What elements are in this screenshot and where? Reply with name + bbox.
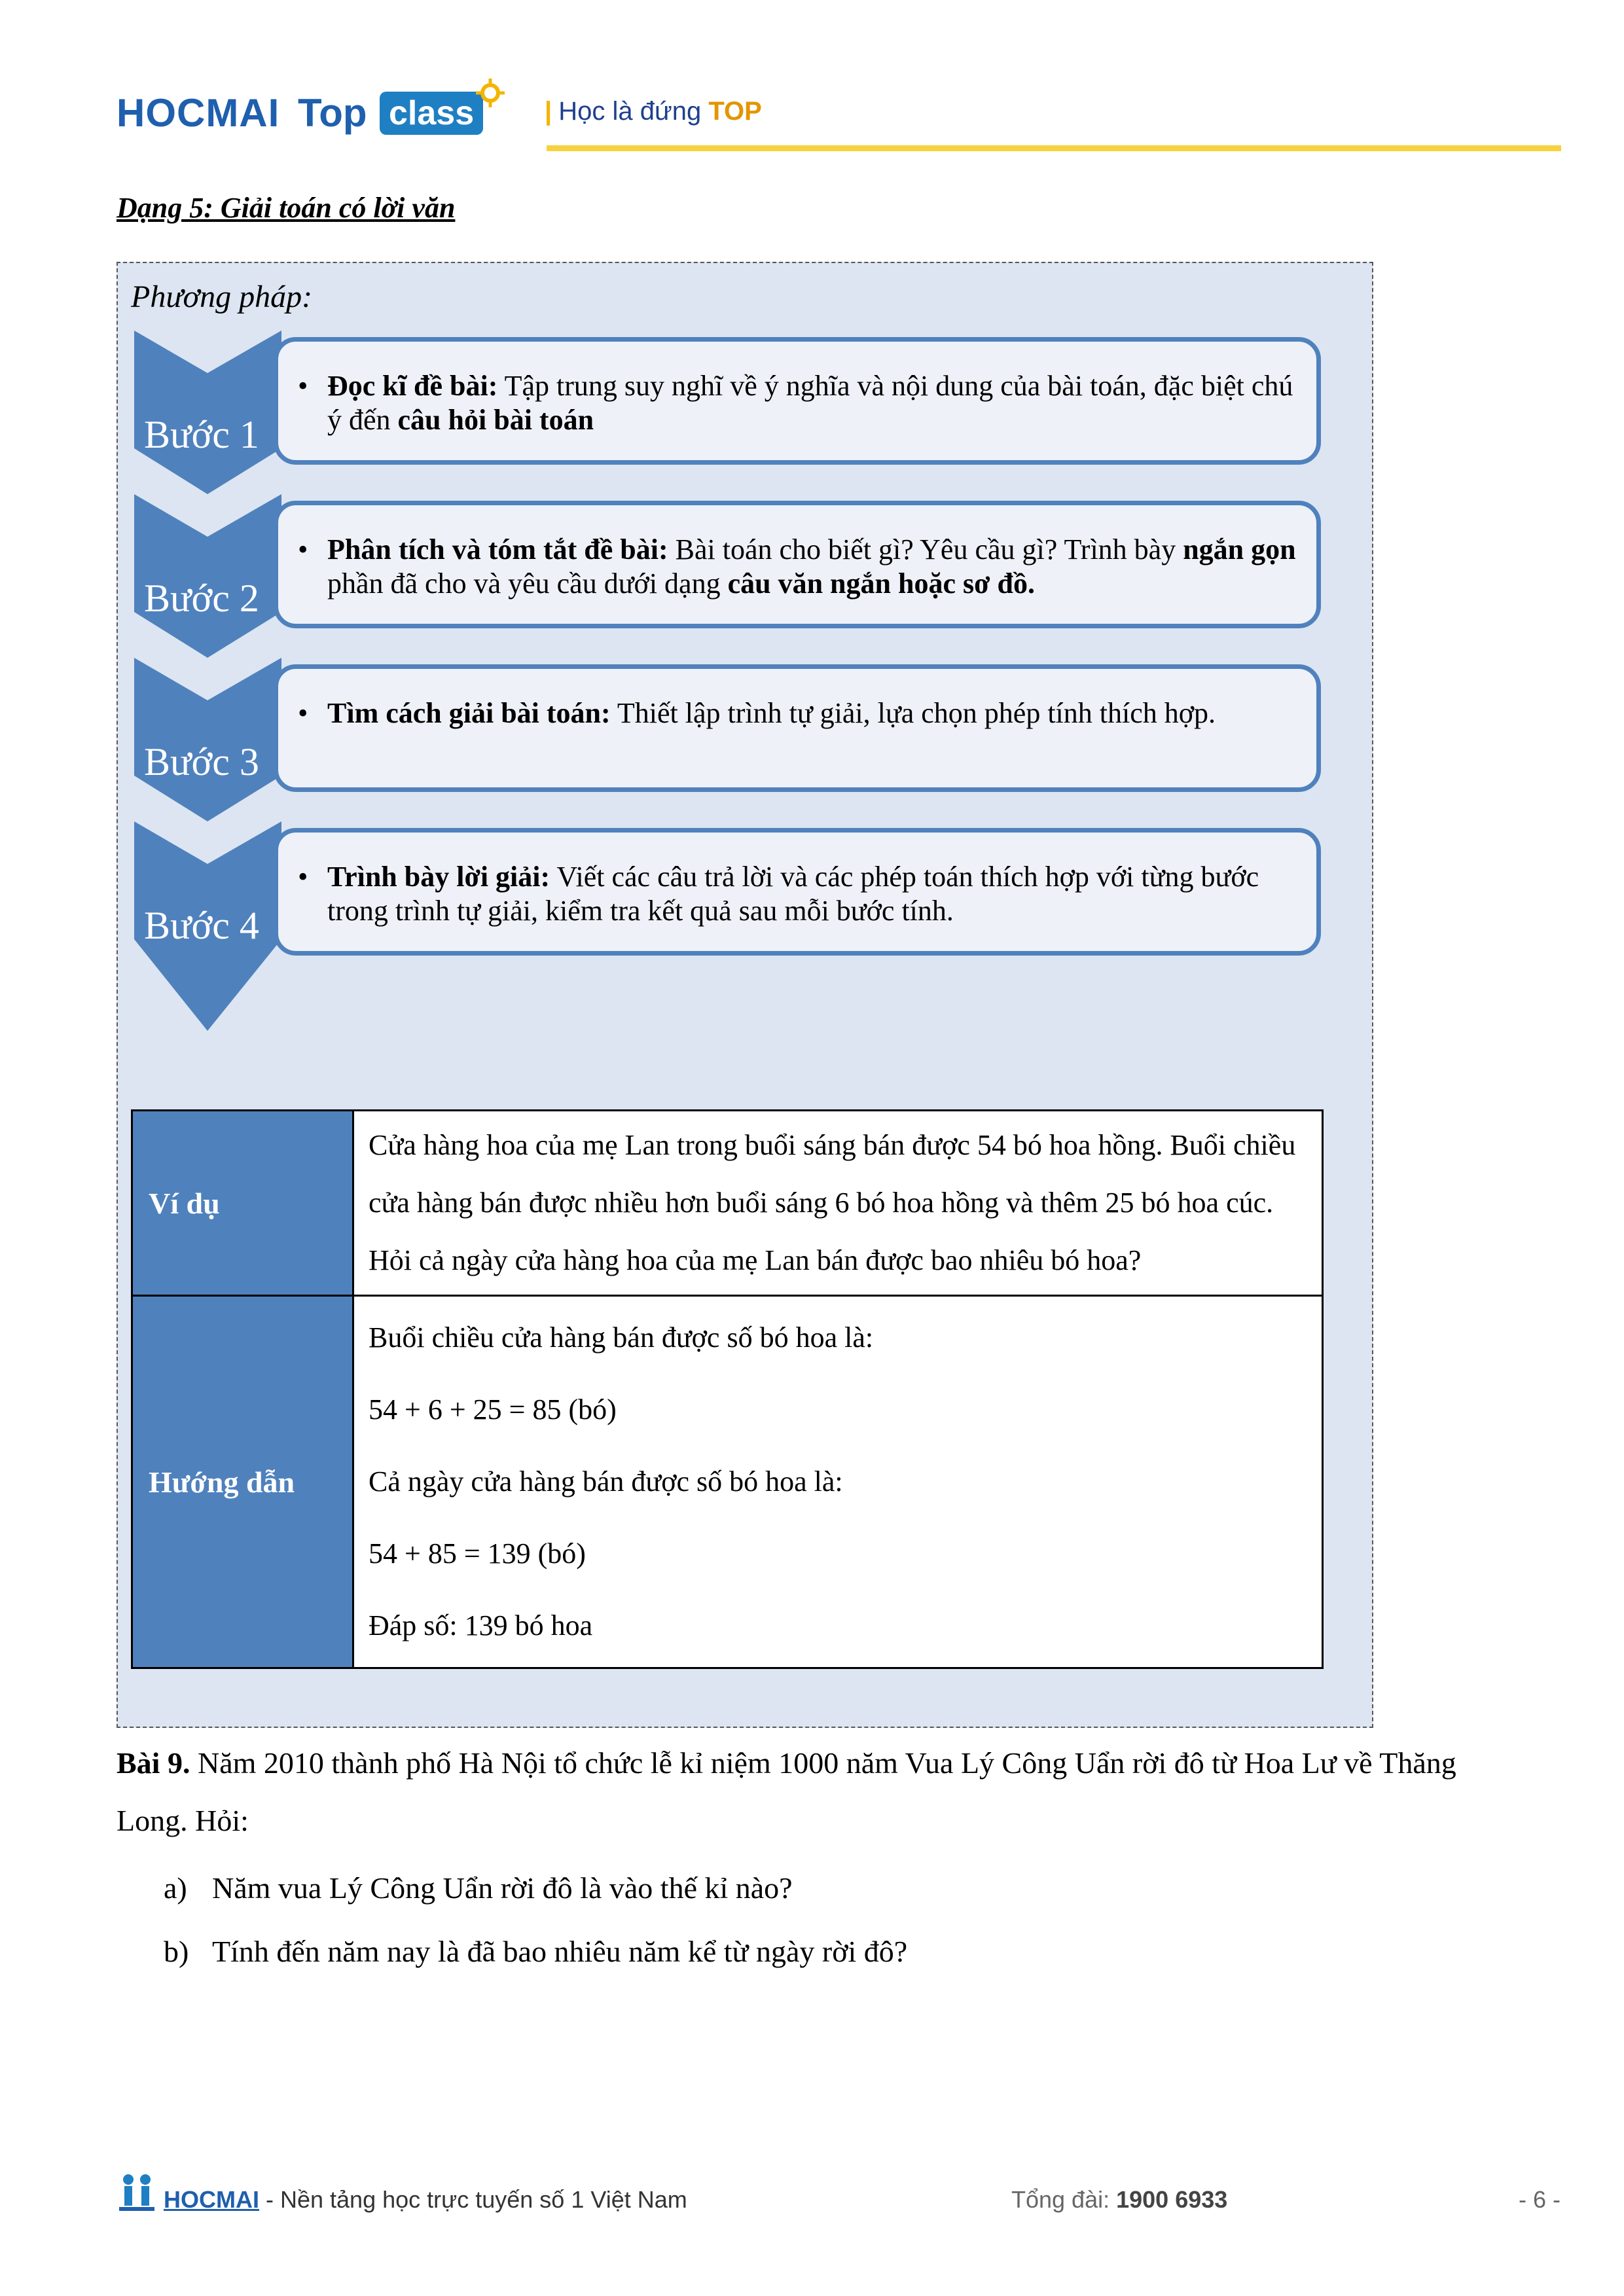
step-box-3: • Tìm cách giải bài toán: Thiết lập trình tự giải, lựa chọn phép tính thích hợp. xyxy=(274,664,1321,792)
question-text: Tính đến năm nay là đã bao nhiêu năm kể từ ngày rời đô? xyxy=(212,1935,908,1968)
step-2-text: Bài toán cho biết gì? Yêu cầu gì? Trình bày xyxy=(668,533,1183,565)
footer-brand[interactable]: HOCMAI xyxy=(164,2186,259,2213)
table-row xyxy=(132,1111,1323,1296)
slogan-divider: | xyxy=(545,97,552,126)
guide-line: 54 + 85 = 139 (bó) xyxy=(369,1537,586,1570)
step-1-text: Tập trung suy nghĩ về ý nghĩa và nội dung của bài toán, đặc biệt chú ý đến xyxy=(327,370,1293,436)
guide-line: Buổi chiều cửa hàng bán được số bó hoa là: xyxy=(369,1321,874,1354)
example-table xyxy=(131,1109,1324,1669)
guide-label: Hướng dẫn xyxy=(132,1296,353,1668)
step-4-title: Trình bày lời giải: xyxy=(327,861,550,893)
step-2-title: Phân tích và tóm tắt đề bài: xyxy=(327,533,668,565)
question-text: Năm vua Lý Công Uẩn rời đô là vào thế kỉ nào? xyxy=(212,1871,793,1905)
step-box-4: • Trình bày lời giải: Viết các câu trả lời và các phép toán thích hợp với từng bước trong trình tự giải, kiểm tra kết quả sau mỗi bước tính. xyxy=(274,828,1321,956)
example-label: Ví dụ xyxy=(132,1111,353,1296)
guide-line: Cả ngày cửa hàng bán được số bó hoa là: xyxy=(369,1465,843,1498)
page-number: - 6 - xyxy=(1519,2186,1561,2213)
exercise-number: Bài 9. xyxy=(117,1746,190,1780)
slogan-text: Học là đứng xyxy=(558,97,709,126)
step-3-title: Tìm cách giải bài toán: xyxy=(327,697,611,729)
slogan xyxy=(545,97,762,126)
step-4-text: Viết các câu trả lời và các phép toán thích hợp với từng bước trong trình tự giải, kiểm tra kết quả sau mỗi bước tính. xyxy=(327,861,1259,927)
example-text: Cửa hàng hoa của mẹ Lan trong buổi sáng bán được 54 bó hoa hồng. Buổi chiều cửa hàng bán được nhiều hơn buổi sáng 6 bó hoa hồng và thêm 25 bó hoa cúc. Hỏi cả ngày cửa hàng hoa của mẹ Lan bán được bao nhiêu bó hoa? xyxy=(353,1111,1323,1296)
logo-class: class xyxy=(380,92,483,135)
step-2-emphasis-2: câu văn ngắn hoặc sơ đồ. xyxy=(727,567,1035,600)
step-1-title: Đọc kĩ đề bài: xyxy=(327,370,498,402)
logo-hocmai: HOCMAI xyxy=(117,91,280,135)
exercise-body: Năm 2010 thành phố Hà Nội tổ chức lễ kỉ niệm 1000 năm Vua Lý Công Uẩn rời đô từ Hoa Lư về Thăng Long. Hỏi: xyxy=(117,1746,1456,1837)
step-label-2: Bước 2 xyxy=(144,577,259,620)
guide-content xyxy=(353,1296,1323,1668)
exercise-text xyxy=(117,1734,1504,1850)
step-box-1: • Đọc kĩ đề bài: Tập trung suy nghĩ về ý nghĩa và nội dung của bài toán, đặc biệt chú ý đến câu hỏi bài toán xyxy=(274,337,1321,465)
guide-line: 54 + 6 + 25 = 85 (bó) xyxy=(369,1393,617,1426)
step-box-2: • Phân tích và tóm tắt đề bài: Bài toán cho biết gì? Yêu cầu gì? Trình bày ngắn gọn phần đã cho và yêu cầu dưới dạng câu văn ngắn hoặc sơ đồ. xyxy=(274,501,1321,628)
step-2-tail: phần đã cho và yêu cầu dưới dạng xyxy=(327,567,728,600)
step-label-1: Bước 1 xyxy=(144,413,259,456)
sun-icon xyxy=(475,77,506,109)
section-title: Dạng 5: Giải toán có lời văn xyxy=(117,192,456,224)
logo-top: Top xyxy=(298,91,367,135)
guide-line: Đáp số: 139 bó hoa xyxy=(369,1609,593,1641)
table-row xyxy=(132,1296,1323,1668)
hotline-number: 1900 6933 xyxy=(1116,2186,1228,2213)
header-divider xyxy=(547,145,1561,151)
slogan-top: TOP xyxy=(708,97,762,126)
question-marker: b) xyxy=(164,1935,189,1968)
step-3-text: Thiết lập trình tự giải, lựa chọn phép tính thích hợp. xyxy=(610,697,1216,729)
footer-tagline: - Nền tảng học trực tuyến số 1 Việt Nam xyxy=(259,2186,687,2213)
hotline-label: Tổng đài: xyxy=(1011,2186,1117,2213)
footer-left xyxy=(164,2186,687,2214)
step-2-emphasis: ngắn gọn xyxy=(1183,533,1296,565)
step-label-4: Bước 4 xyxy=(144,904,259,947)
question-a xyxy=(164,1871,793,1905)
question-b xyxy=(164,1934,907,1969)
footer-hotline xyxy=(1011,2186,1227,2214)
hocmai-logo-icon xyxy=(117,2172,157,2212)
step-label-3: Bước 3 xyxy=(144,740,259,783)
question-marker: a) xyxy=(164,1871,187,1905)
step-1-emphasis: câu hỏi bài toán xyxy=(397,404,594,436)
method-label: Phương pháp: xyxy=(131,279,313,314)
